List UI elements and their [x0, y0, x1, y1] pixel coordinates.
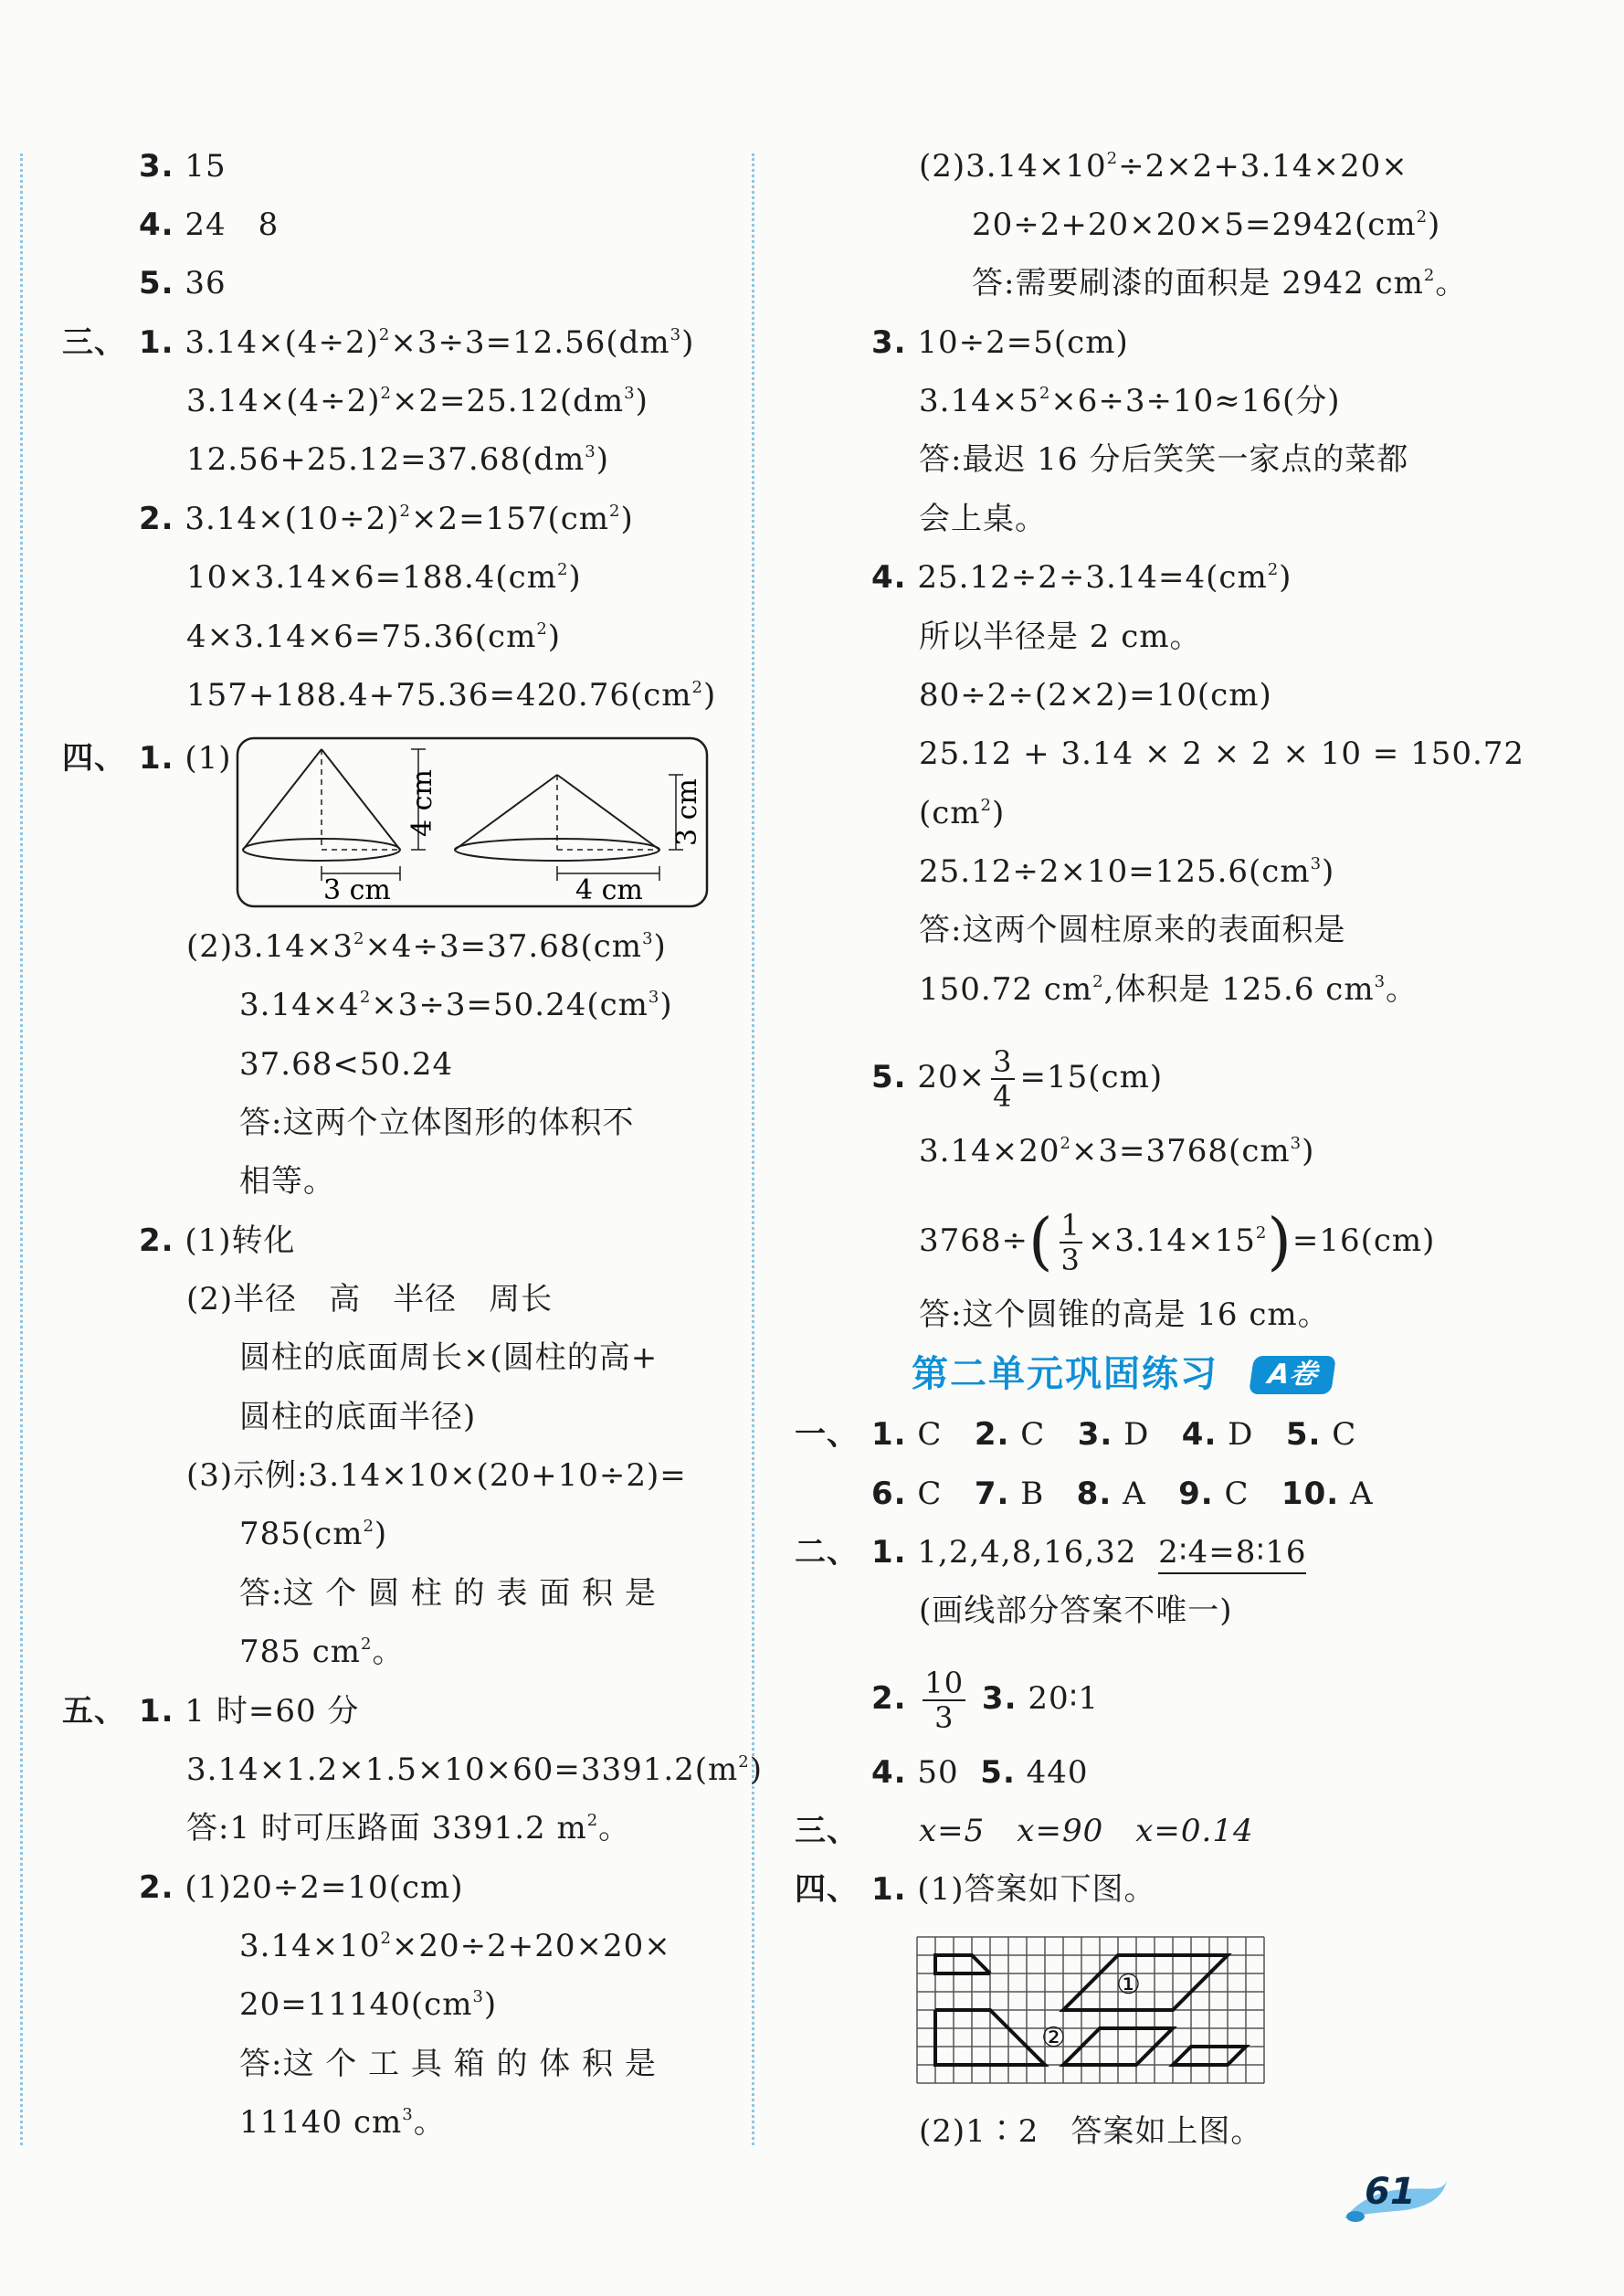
- section-label: 五、: [62, 1693, 126, 1730]
- cone-right: [455, 775, 703, 906]
- answer-line: 5. 36: [139, 265, 227, 302]
- answer-line: 圆柱的底面半径): [239, 1399, 477, 1435]
- section-label: 三、: [795, 1813, 859, 1849]
- answer-line: 5. 20× $\frac{3}{4}$ =15(cm): [871, 1044, 1164, 1114]
- answer-line: 3768÷( $\frac{1}{3}$ $\times 3.14\times 15^2)=16(cm)$: [919, 1206, 1436, 1278]
- answer-line: 37.68<50.24: [239, 1046, 454, 1083]
- answer-line: 3. 15: [139, 148, 227, 185]
- answer-line: 1. 1 时=60 分: [139, 1693, 360, 1730]
- answer-line: 1. (1): [139, 740, 232, 777]
- answer-line: 4. 24 8: [139, 206, 279, 243]
- section-label: 四、: [795, 1871, 859, 1908]
- answer-line: 1. $3.14\times(4\div 2)^2\times 3\div 3=12.56(dm^3)$: [139, 324, 695, 361]
- section-label: 一、: [795, 1416, 859, 1453]
- unit-badge: A卷: [1249, 1356, 1336, 1394]
- answer-line: (3)示例:3.14×10×(20+10÷2)=: [186, 1457, 687, 1494]
- answer-line: 答:最迟 16 分后笑笑一家点的菜都: [919, 441, 1409, 478]
- answer-line: $4\times 3.14\times 6=75.36(cm^2)$: [186, 619, 562, 655]
- answer-line: 答:这个圆锥的高是 16 cm。: [919, 1296, 1330, 1333]
- choice-row: 1. C 2. C 3. D 4. D 5. C: [871, 1416, 1357, 1453]
- answer-line: $12.56+25.12=37.68(dm^3)$: [186, 441, 609, 478]
- answer-line: $3.14\times 10^2\times 20\div 2+20\times 20\times$: [239, 1928, 671, 1964]
- fraction: $\frac{1}{3}$: [1060, 1208, 1081, 1277]
- answer-line: $3.14\times(4\div 2)^2\times 2=25.12(dm^3)$: [186, 383, 649, 419]
- cone-diagram: [236, 736, 711, 910]
- answer-line: 2. (1)20÷2=10(cm): [139, 1869, 464, 1906]
- section-label: 三、: [62, 324, 126, 361]
- answer-line: 答:需要刷漆的面积是 2942 $cm^2$。: [972, 265, 1468, 302]
- cone-right-height-label: 3 cm: [671, 778, 703, 846]
- answer-line: $(2)3.14\times 10^2\div 2\times 2+3.14\times 20\times$: [919, 148, 1408, 185]
- answer-line: 会上桌。: [919, 501, 1047, 537]
- answer-line: 11140 $cm^3$。: [239, 2104, 446, 2141]
- cone-right-radius-label: 4 cm: [575, 874, 643, 906]
- answer-line: 2. $3.14\times(10\div 2)^2\times 2=157(cm^2)$: [139, 501, 634, 537]
- answer-line: 2. $\frac{10}{3}$ 3. 20∶1: [871, 1666, 1100, 1735]
- answer-line: $20\div 2+20\times 20\times 5=2942(cm^2)$: [972, 206, 1441, 243]
- shape-label-1: ①: [1116, 1969, 1141, 2001]
- answer-line: 3. 10÷2=5(cm): [871, 324, 1129, 361]
- answer-line: 25.12 + 3.14 × 2 × 2 × 10 = 150.72: [919, 735, 1525, 772]
- answer-line: (画线部分答案不唯一): [919, 1592, 1233, 1629]
- answer-line: $(cm^2)$: [919, 795, 1006, 831]
- answer-line: 圆柱的底面周长×(圆柱的高+: [239, 1339, 659, 1376]
- answer-line: 答:这 个 圆 柱 的 表 面 积 是: [239, 1575, 657, 1612]
- answer-line: $3.14\times 1.2\times 1.5\times 10\times 60=3391.2(m^2)$: [186, 1751, 764, 1788]
- answer-line: 4. 50 5. 440: [871, 1754, 1089, 1791]
- answer-line: (2)半径 高 半径 周长: [186, 1281, 554, 1317]
- choice-row: 6. C 7. B 8. A 9. C 10. A: [871, 1476, 1374, 1512]
- answer-line: 1. 1,2,4,8,16,32 2∶4=8∶16: [871, 1529, 1306, 1575]
- cone-left-radius-label: 3 cm: [323, 874, 391, 906]
- answer-line: $785(cm^2)$: [239, 1516, 388, 1552]
- section-label: 二、: [795, 1534, 859, 1571]
- answer-line: 150.72 $cm^2$,体积是 125.6 $cm^3$。: [919, 971, 1418, 1008]
- answer-line: 785 $cm^2$。: [239, 1634, 405, 1670]
- answer-line: x=5 x=90 x=0.14: [919, 1813, 1254, 1849]
- left-margin-rule: [20, 153, 23, 2145]
- grid-figure: [915, 1935, 1271, 2092]
- answer-line: (2)1∶2 答案如上图。: [919, 2113, 1263, 2150]
- answer-line: $3.14\times 5^2\times 6\div 3\div 10\approx 16$(分): [919, 383, 1341, 419]
- answer-line: 4. $25.12\div 2\div 3.14=4(cm^2)$: [871, 559, 1292, 596]
- shape-label-2: ②: [1041, 2022, 1066, 2054]
- answer-line: 答:这两个立体图形的体积不: [239, 1105, 635, 1141]
- answer-line: $(2)3.14\times 3^2\times 4\div 3=37.68(cm^3)$: [186, 928, 667, 965]
- answer-line: $20=11140(cm^3)$: [239, 1986, 498, 2023]
- section-label: 四、: [62, 740, 126, 777]
- answer-line: $3.14\times 4^2\times 3\div 3=50.24(cm^3)$: [239, 987, 673, 1023]
- answer-line: 相等。: [239, 1163, 335, 1200]
- answer-line: $3.14\times 20^2\times 3=3768(cm^3)$: [919, 1133, 1315, 1169]
- answer-line: $10\times 3.14\times 6=188.4(cm^2)$: [186, 559, 582, 596]
- page-number: 61: [1341, 2164, 1450, 2227]
- column-divider: [752, 153, 754, 2145]
- answer-line: $25.12\div 2\times 10=125.6(cm^3)$: [919, 853, 1335, 890]
- cone-left: [243, 749, 438, 906]
- unit-title: 第二单元巩固练习: [912, 1353, 1218, 1395]
- answer-line: 答:这两个圆柱原来的表面积是: [919, 912, 1346, 948]
- fraction: $\frac{10}{3}$: [924, 1666, 965, 1735]
- cone-left-height-label: 4 cm: [406, 769, 438, 837]
- answer-line: 所以半径是 2 cm。: [919, 619, 1202, 655]
- answer-line: 2. (1)转化: [139, 1222, 296, 1259]
- answer-line: 答:1 时可压路面 3391.2 $m^2$。: [186, 1810, 631, 1846]
- answer-line: $157+188.4+75.36=420.76(cm^2)$: [186, 677, 717, 714]
- answer-line: 80÷2÷(2×2)=10(cm): [919, 677, 1272, 714]
- fraction: $\frac{3}{4}$: [993, 1044, 1013, 1114]
- answer-line: 1. (1)答案如下图。: [871, 1871, 1156, 1908]
- answer-line: 答:这 个 工 具 箱 的 体 积 是: [239, 2046, 657, 2082]
